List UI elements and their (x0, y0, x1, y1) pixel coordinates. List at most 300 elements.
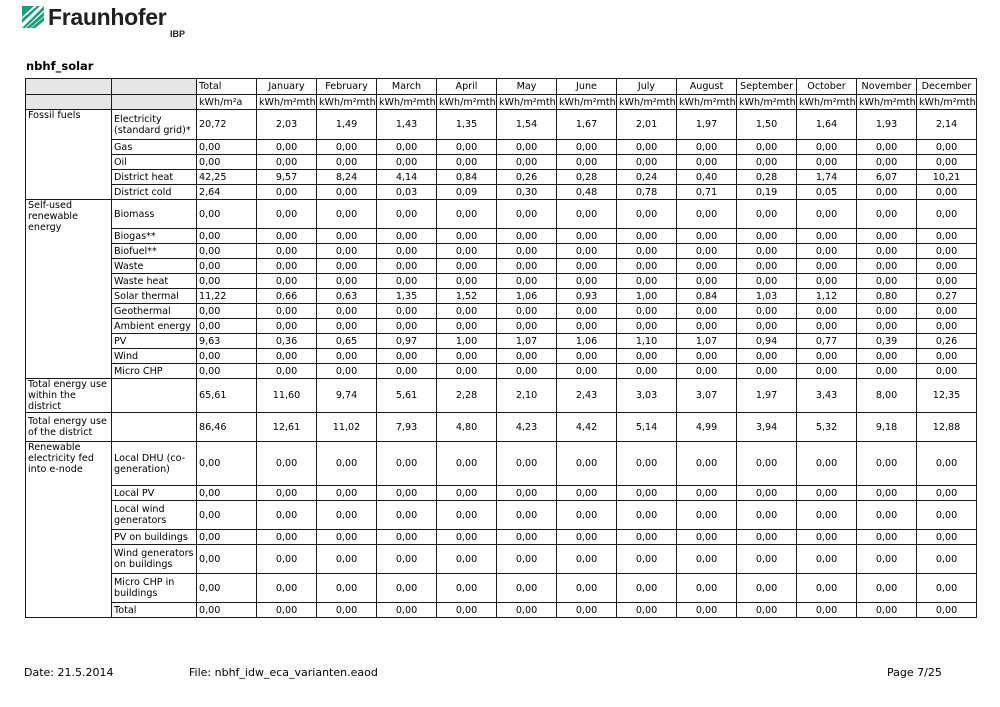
value-cell: 0,00 (677, 364, 737, 379)
table-row (26, 413, 977, 442)
value-cell: 0,00 (497, 274, 557, 289)
column-header: November (857, 79, 917, 95)
value-cell: 0,00 (437, 319, 497, 334)
value-cell: 0,05 (797, 185, 857, 200)
unit-cell: kWh/m²a (197, 95, 257, 110)
value-cell: 0,00 (797, 304, 857, 319)
value-cell: 0,24 (617, 170, 677, 185)
value-cell: 0,00 (617, 140, 677, 155)
value-cell: 0,00 (797, 545, 857, 574)
value-cell: 0,00 (617, 155, 677, 170)
unit-cell: kWh/m²mth (617, 95, 677, 110)
value-cell: 0,00 (857, 319, 917, 334)
value-cell: 2,03 (257, 110, 317, 140)
column-header: September (737, 79, 797, 95)
page-title: nbhf_solar (26, 59, 94, 73)
value-cell: 0,00 (197, 501, 257, 530)
value-cell: 0,00 (377, 603, 437, 618)
value-cell: 0,00 (497, 603, 557, 618)
value-cell: 0,00 (497, 155, 557, 170)
value-cell: 0,00 (437, 304, 497, 319)
value-cell: 0,00 (737, 274, 797, 289)
value-cell: 2,28 (437, 379, 497, 413)
value-cell: 0,00 (737, 545, 797, 574)
value-cell: 0,66 (257, 289, 317, 304)
value-cell: 0,00 (497, 259, 557, 274)
value-cell: 0,00 (437, 244, 497, 259)
value-cell: 0,00 (197, 364, 257, 379)
value-cell: 0,00 (377, 304, 437, 319)
column-header: February (317, 79, 377, 95)
value-cell: 0,78 (617, 185, 677, 200)
value-cell: 4,99 (677, 413, 737, 442)
value-cell: 0,00 (617, 603, 677, 618)
footer-date: Date: 21.5.2014 (24, 666, 114, 679)
value-cell: 0,00 (437, 603, 497, 618)
value-cell: 0,00 (737, 530, 797, 545)
value-cell: 0,00 (857, 574, 917, 603)
table-row (26, 155, 977, 170)
value-cell: 0,00 (377, 259, 437, 274)
row-label: Micro CHP in buildings (112, 574, 197, 603)
value-cell: 0,00 (557, 200, 617, 229)
value-cell: 0,00 (317, 200, 377, 229)
logo-name: Fraunhofer (48, 4, 167, 30)
value-cell: 0,00 (197, 603, 257, 618)
value-cell: 0,00 (197, 229, 257, 244)
value-cell: 0,00 (437, 501, 497, 530)
value-cell: 0,00 (857, 545, 917, 574)
value-cell: 0,00 (257, 259, 317, 274)
row-label: Total (112, 603, 197, 618)
value-cell: 1,35 (377, 289, 437, 304)
row-label: Ambient energy (112, 319, 197, 334)
value-cell: 0,30 (497, 185, 557, 200)
value-cell: 0,00 (197, 244, 257, 259)
value-cell: 0,19 (737, 185, 797, 200)
table-row (26, 140, 977, 155)
value-cell: 0,00 (257, 200, 317, 229)
value-cell: 0,00 (257, 155, 317, 170)
energy-table (25, 78, 977, 618)
unit-cell: kWh/m²mth (557, 95, 617, 110)
value-cell: 0,00 (677, 574, 737, 603)
value-cell: 0,00 (197, 274, 257, 289)
value-cell: 0,00 (677, 244, 737, 259)
value-cell: 0,00 (797, 603, 857, 618)
value-cell: 0,00 (797, 530, 857, 545)
value-cell: 0,00 (257, 349, 317, 364)
value-cell: 0,00 (917, 185, 977, 200)
table-row (26, 185, 977, 200)
table-row (26, 334, 977, 349)
value-cell: 0,36 (257, 334, 317, 349)
table-row (26, 349, 977, 364)
value-cell: 11,22 (197, 289, 257, 304)
unit-cell: kWh/m²mth (257, 95, 317, 110)
value-cell: 0,00 (377, 530, 437, 545)
value-cell: 0,00 (377, 200, 437, 229)
value-cell: 0,00 (317, 229, 377, 244)
value-cell: 1,54 (497, 110, 557, 140)
value-cell: 0,00 (437, 545, 497, 574)
value-cell: 0,00 (617, 545, 677, 574)
value-cell: 0,00 (737, 349, 797, 364)
value-cell: 1,03 (737, 289, 797, 304)
value-cell: 0,84 (677, 289, 737, 304)
value-cell: 0,00 (377, 274, 437, 289)
value-cell: 1,35 (437, 110, 497, 140)
table-row (26, 501, 977, 530)
value-cell: 3,07 (677, 379, 737, 413)
value-cell: 0,00 (377, 486, 437, 501)
value-cell: 0,00 (617, 501, 677, 530)
value-cell: 0,00 (317, 140, 377, 155)
value-cell: 2,43 (557, 379, 617, 413)
column-header: March (377, 79, 437, 95)
value-cell: 2,14 (917, 110, 977, 140)
row-label: District heat (112, 170, 197, 185)
value-cell: 0,00 (917, 349, 977, 364)
value-cell: 0,00 (437, 229, 497, 244)
row-label: Waste heat (112, 274, 197, 289)
value-cell: 0,28 (557, 170, 617, 185)
value-cell: 0,00 (317, 545, 377, 574)
unit-cell: kWh/m²mth (437, 95, 497, 110)
value-cell: 0,00 (917, 274, 977, 289)
value-cell: 0,00 (737, 259, 797, 274)
value-cell: 0,00 (497, 574, 557, 603)
value-cell: 0,00 (677, 442, 737, 486)
value-cell: 0,00 (677, 319, 737, 334)
logo-subtitle: IBP (170, 29, 186, 39)
value-cell: 1,43 (377, 110, 437, 140)
unit-cell: kWh/m²mth (377, 95, 437, 110)
value-cell: 0,00 (197, 200, 257, 229)
value-cell: 0,00 (497, 304, 557, 319)
row-label: Wind generators on buildings (112, 545, 197, 574)
value-cell: 0,00 (857, 486, 917, 501)
value-cell: 5,32 (797, 413, 857, 442)
column-header: January (257, 79, 317, 95)
row-label (112, 379, 197, 413)
value-cell: 0,00 (677, 140, 737, 155)
value-cell: 0,00 (857, 259, 917, 274)
value-cell: 0,00 (617, 229, 677, 244)
value-cell: 0,00 (917, 155, 977, 170)
value-cell: 0,00 (677, 603, 737, 618)
value-cell: 0,00 (557, 319, 617, 334)
value-cell: 3,94 (737, 413, 797, 442)
value-cell: 0,00 (197, 486, 257, 501)
value-cell: 0,26 (917, 334, 977, 349)
value-cell: 0,00 (437, 364, 497, 379)
value-cell: 0,27 (917, 289, 977, 304)
value-cell: 0,00 (557, 349, 617, 364)
value-cell: 4,14 (377, 170, 437, 185)
table-row (26, 442, 977, 486)
value-cell: 0,00 (797, 155, 857, 170)
value-cell: 0,00 (197, 304, 257, 319)
row-label: PV (112, 334, 197, 349)
value-cell: 0,77 (797, 334, 857, 349)
value-cell: 0,00 (677, 530, 737, 545)
value-cell: 0,00 (557, 304, 617, 319)
value-cell: 0,00 (857, 244, 917, 259)
value-cell: 0,00 (797, 349, 857, 364)
units-blank-cell (112, 95, 197, 110)
value-cell: 5,61 (377, 379, 437, 413)
value-cell: 0,00 (497, 501, 557, 530)
value-cell: 0,00 (737, 501, 797, 530)
value-cell: 0,00 (497, 349, 557, 364)
value-cell: 0,00 (557, 603, 617, 618)
value-cell: 0,00 (917, 545, 977, 574)
table-row (26, 379, 977, 413)
value-cell: 0,00 (197, 140, 257, 155)
value-cell: 0,00 (557, 574, 617, 603)
value-cell: 0,00 (377, 442, 437, 486)
footer-page: Page 7/25 (887, 666, 942, 679)
value-cell: 0,00 (197, 442, 257, 486)
row-label (112, 413, 197, 442)
value-cell: 0,00 (317, 349, 377, 364)
unit-cell: kWh/m²mth (497, 95, 557, 110)
value-cell: 0,00 (557, 501, 617, 530)
value-cell: 0,00 (917, 259, 977, 274)
value-cell: 0,00 (257, 244, 317, 259)
row-label: Micro CHP (112, 364, 197, 379)
value-cell: 0,00 (617, 244, 677, 259)
value-cell: 0,00 (437, 274, 497, 289)
value-cell: 4,80 (437, 413, 497, 442)
value-cell: 0,00 (317, 501, 377, 530)
value-cell: 0,00 (617, 349, 677, 364)
value-cell: 0,63 (317, 289, 377, 304)
value-cell: 20,72 (197, 110, 257, 140)
table-row (26, 364, 977, 379)
row-group-label: Fossil fuels (26, 110, 112, 200)
value-cell: 0,00 (917, 200, 977, 229)
value-cell: 0,00 (617, 442, 677, 486)
value-cell: 0,00 (197, 545, 257, 574)
value-cell: 0,00 (917, 501, 977, 530)
value-cell: 0,00 (737, 304, 797, 319)
value-cell: 2,64 (197, 185, 257, 200)
value-cell: 0,00 (497, 364, 557, 379)
value-cell: 12,61 (257, 413, 317, 442)
value-cell: 3,43 (797, 379, 857, 413)
value-cell: 2,01 (617, 110, 677, 140)
value-cell: 0,00 (497, 200, 557, 229)
table-row (26, 530, 977, 545)
value-cell: 0,00 (677, 155, 737, 170)
value-cell: 0,00 (557, 140, 617, 155)
value-cell: 0,00 (377, 244, 437, 259)
value-cell: 0,00 (917, 319, 977, 334)
value-cell: 0,00 (257, 603, 317, 618)
value-cell: 0,00 (737, 140, 797, 155)
value-cell: 0,00 (677, 501, 737, 530)
value-cell: 1,64 (797, 110, 857, 140)
value-cell: 0,00 (857, 200, 917, 229)
value-cell: 0,00 (317, 259, 377, 274)
table-row (26, 319, 977, 334)
value-cell: 11,02 (317, 413, 377, 442)
row-label: Electricity (standard grid)* (112, 110, 197, 140)
value-cell: 5,14 (617, 413, 677, 442)
unit-cell: kWh/m²mth (737, 95, 797, 110)
value-cell: 0,00 (797, 319, 857, 334)
value-cell: 4,42 (557, 413, 617, 442)
value-cell: 0,48 (557, 185, 617, 200)
column-header: December (917, 79, 977, 95)
value-cell: 0,00 (677, 200, 737, 229)
value-cell: 0,00 (437, 530, 497, 545)
value-cell: 8,24 (317, 170, 377, 185)
value-cell: 0,00 (677, 486, 737, 501)
value-cell: 0,40 (677, 170, 737, 185)
value-cell: 0,00 (737, 486, 797, 501)
value-cell: 0,00 (317, 486, 377, 501)
value-cell: 0,00 (797, 574, 857, 603)
value-cell: 0,00 (497, 319, 557, 334)
value-cell: 0,00 (737, 442, 797, 486)
value-cell: 0,00 (917, 530, 977, 545)
value-cell: 0,00 (857, 442, 917, 486)
value-cell: 0,00 (557, 155, 617, 170)
value-cell: 0,00 (857, 603, 917, 618)
value-cell: 0,00 (617, 486, 677, 501)
value-cell: 0,00 (257, 274, 317, 289)
row-group-label: Total energy use within the district (26, 379, 112, 413)
value-cell: 0,00 (437, 349, 497, 364)
value-cell: 0,00 (617, 364, 677, 379)
value-cell: 0,00 (917, 603, 977, 618)
row-label: Gas (112, 140, 197, 155)
row-group-label: Renewable electricity fed into e-node (26, 442, 112, 618)
value-cell: 0,00 (557, 545, 617, 574)
value-cell: 0,97 (377, 334, 437, 349)
value-cell: 0,94 (737, 334, 797, 349)
table-row (26, 110, 977, 140)
value-cell: 0,00 (737, 364, 797, 379)
value-cell: 0,00 (317, 304, 377, 319)
fraunhofer-logo (22, 4, 185, 39)
value-cell: 0,00 (497, 486, 557, 501)
value-cell: 11,60 (257, 379, 317, 413)
value-cell: 0,00 (437, 140, 497, 155)
value-cell: 0,00 (797, 229, 857, 244)
header-row (26, 79, 977, 95)
value-cell: 0,00 (677, 304, 737, 319)
header-blank-cell (26, 79, 112, 95)
value-cell: 1,50 (737, 110, 797, 140)
value-cell: 0,00 (917, 140, 977, 155)
value-cell: 2,10 (497, 379, 557, 413)
value-cell: 1,06 (497, 289, 557, 304)
value-cell: 0,00 (377, 501, 437, 530)
value-cell: 1,52 (437, 289, 497, 304)
value-cell: 0,00 (557, 229, 617, 244)
value-cell: 0,00 (257, 364, 317, 379)
value-cell: 1,93 (857, 110, 917, 140)
value-cell: 0,00 (617, 200, 677, 229)
value-cell: 0,00 (197, 319, 257, 334)
table-row (26, 603, 977, 618)
value-cell: 0,00 (257, 319, 317, 334)
value-cell: 0,00 (377, 229, 437, 244)
table-row (26, 289, 977, 304)
value-cell: 0,00 (317, 442, 377, 486)
table-row (26, 274, 977, 289)
value-cell: 8,00 (857, 379, 917, 413)
value-cell: 0,00 (317, 274, 377, 289)
value-cell: 0,00 (797, 200, 857, 229)
value-cell: 0,00 (317, 364, 377, 379)
table-row (26, 200, 977, 229)
value-cell: 0,00 (617, 530, 677, 545)
row-label: PV on buildings (112, 530, 197, 545)
value-cell: 0,00 (737, 574, 797, 603)
value-cell: 0,00 (317, 530, 377, 545)
value-cell: 0,00 (677, 259, 737, 274)
value-cell: 0,00 (437, 259, 497, 274)
value-cell: 12,88 (917, 413, 977, 442)
value-cell: 9,18 (857, 413, 917, 442)
value-cell: 0,00 (797, 364, 857, 379)
footer-file: File: nbhf_idw_eca_varianten.eaod (189, 666, 378, 679)
value-cell: 42,25 (197, 170, 257, 185)
value-cell: 0,00 (377, 574, 437, 603)
value-cell: 0,00 (917, 364, 977, 379)
row-label: Local DHU (co-generation) (112, 442, 197, 486)
value-cell: 0,00 (917, 442, 977, 486)
column-header: Total (197, 79, 257, 95)
value-cell: 1,74 (797, 170, 857, 185)
value-cell: 6,07 (857, 170, 917, 185)
value-cell: 0,00 (617, 304, 677, 319)
column-header: July (617, 79, 677, 95)
value-cell: 0,00 (497, 442, 557, 486)
value-cell: 0,00 (437, 200, 497, 229)
table-row (26, 170, 977, 185)
value-cell: 0,00 (737, 155, 797, 170)
value-cell: 0,00 (437, 155, 497, 170)
units-blank-cell (26, 95, 112, 110)
value-cell: 0,00 (617, 319, 677, 334)
column-header: October (797, 79, 857, 95)
value-cell: 3,03 (617, 379, 677, 413)
value-cell: 0,00 (497, 530, 557, 545)
value-cell: 0,00 (557, 244, 617, 259)
value-cell: 0,00 (797, 501, 857, 530)
table-row (26, 304, 977, 319)
value-cell: 0,00 (857, 364, 917, 379)
value-cell: 0,00 (737, 603, 797, 618)
value-cell: 0,65 (317, 334, 377, 349)
value-cell: 0,00 (857, 229, 917, 244)
value-cell: 0,00 (257, 304, 317, 319)
value-cell: 0,00 (737, 319, 797, 334)
column-header: April (437, 79, 497, 95)
value-cell: 0,03 (377, 185, 437, 200)
row-label: Wind (112, 349, 197, 364)
row-group-label: Self-used renewable energy (26, 200, 112, 379)
value-cell: 0,93 (557, 289, 617, 304)
value-cell: 0,00 (557, 530, 617, 545)
value-cell: 0,00 (677, 274, 737, 289)
